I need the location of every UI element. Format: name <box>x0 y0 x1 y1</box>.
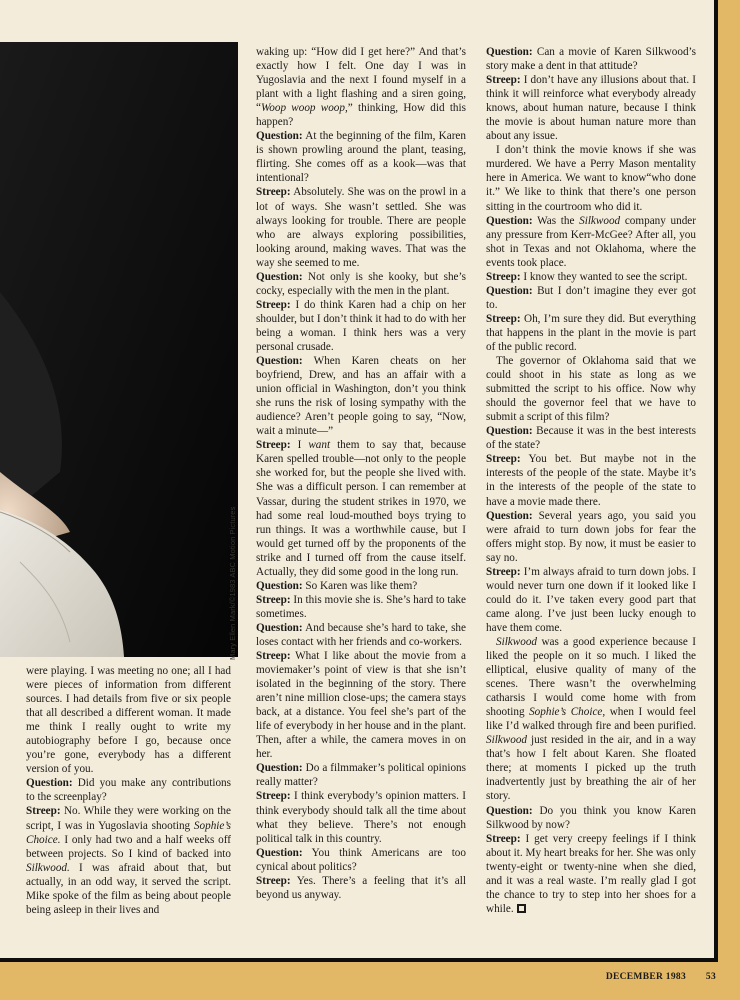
speaker-label: Question: <box>486 214 533 227</box>
paragraph <box>256 874 466 902</box>
speaker-label: Streep: <box>26 805 61 818</box>
paragraph-text: I only had two and a half weeks off between projects. So I kind of backed into <box>26 833 231 860</box>
paragraph-text: waking up: “How did I get here?” And that’s exactly how I felt. One day I was in Yugoslavia and the next I found myself in a plant with a light flashing and a siren going, “ <box>256 46 466 115</box>
paragraph-text: I’m always afraid to turn down jobs. I would never turn one down if it looked like I could do it. I’ve taken every good part that came along. I’ve just been lucky enough to have them come. <box>486 565 696 634</box>
page-footer <box>0 970 740 992</box>
paragraph <box>486 270 696 284</box>
paragraph <box>26 776 231 804</box>
speaker-label: Question: <box>26 777 73 790</box>
paragraph-text: You bet. But maybe not in the interests of the people of the state. Maybe it’s in the interests of the people of the state to have a movie made there. <box>486 453 696 508</box>
paragraph-text: Not only is she kooky, but she’s cocky, especially with the men in the plant. <box>256 270 466 297</box>
paragraph-text: just resided in the air, and in a way that’s how I felt about Karen. She floated there; at moments I picked up the truth inadvertently just by breathing the air of her story. <box>486 734 696 803</box>
italic-text: Sophie’s Choice, <box>529 706 606 719</box>
paragraph <box>256 621 466 649</box>
text-column-1 <box>26 664 231 917</box>
speaker-label: Streep: <box>486 74 521 87</box>
paragraph <box>256 438 466 578</box>
speaker-label: Question: <box>256 621 303 634</box>
paragraph <box>26 804 231 916</box>
paragraph-text: Oh, I’m sure they did. But everything that happens in the plant in the movie is part of the public record. <box>486 312 696 353</box>
text-column-2 <box>256 45 466 902</box>
paragraph-text: I don’t think the movie knows if she was murdered. We have a Perry Mason mentality here in America. We want to know“who done it.” We like to think that there’s one person sitting in the courtroom who did it. <box>486 144 696 213</box>
paragraph-text: I <box>290 439 309 452</box>
speaker-label: Question: <box>486 425 533 438</box>
paragraph <box>256 185 466 269</box>
paragraph-text: Was the <box>532 214 580 227</box>
italic-text: Silkwood <box>579 214 621 227</box>
paragraph <box>26 664 231 776</box>
paragraph-text: Can a movie of Karen Silkwood’s story make a dent in that attitude? <box>486 46 696 73</box>
paragraph <box>256 45 466 129</box>
speaker-label: Streep: <box>486 270 521 283</box>
paragraph <box>486 45 696 73</box>
paragraph-text: When Karen cheats on her boyfriend, Drew, and has an affair with a union official in Washington, don’t you think she runs the risk of losing sympathy with the audience? Aren’t people going to say, “Now, wait a minute—” <box>256 355 466 438</box>
photo-credit: Mary Ellen Mark/©1983 ABC Motion Pictures <box>228 506 237 660</box>
paragraph <box>256 846 466 874</box>
paragraph-text: I do think Karen had a chip on her shoulder, but I don’t think it had to do with her being a woman. I think hers was a very personal crusade. <box>256 298 466 353</box>
italic-title: Silkwood <box>486 734 528 747</box>
paragraph-text: Several years ago, you said you were afraid to turn down jobs for fear the offers might stop. By now, it must be easier to say no. <box>486 509 696 564</box>
speaker-label: Streep: <box>256 650 291 663</box>
paragraph-text: I don’t have any illusions about that. I think it will reinforce what everybody already knows, about human nature, because I think the movie is about human nature more than about any issue. <box>486 74 696 143</box>
paragraph <box>486 214 696 270</box>
italic-text: Sophie’s Choice. <box>26 819 231 846</box>
speaker-label: Question: <box>486 284 533 297</box>
italic-text: want <box>308 439 331 452</box>
paragraph-text: I get very creepy feelings if I think about it. My heart breaks for her. She was only twenty-eight or twenty-nine when she died, and it was a real waste. I’m really glad I got the chance to try to step into her shoes for a while. <box>486 832 696 915</box>
speaker-label: Question: <box>256 762 303 775</box>
paragraph <box>486 354 696 424</box>
speaker-label: Streep: <box>256 874 291 887</box>
paragraph <box>486 73 696 143</box>
italic-title: Silkwood <box>496 635 538 648</box>
paragraph <box>256 761 466 789</box>
portrait-illustration <box>0 42 238 657</box>
speaker-label: Streep: <box>256 790 291 803</box>
italic-text: Woop woop woop, <box>260 102 348 115</box>
paragraph-text: I know they wanted to see the script. <box>520 270 688 283</box>
page-number: 53 <box>705 972 716 982</box>
paragraph <box>256 593 466 621</box>
paragraph-text: Because it was in the best interests of the state? <box>486 425 696 452</box>
speaker-label: Streep: <box>256 298 291 311</box>
speaker-label: Question: <box>256 270 303 283</box>
paragraph-text: I was afraid about that, but actually, in an odd way, it served the script. Mike spoke of the film as being about people being asleep in their lives and <box>26 861 231 916</box>
paragraph-text: You think Americans are too cynical about politics? <box>256 846 466 873</box>
paragraph <box>486 143 696 213</box>
paragraph-text: Do you think you know Karen Silkwood by now? <box>486 804 696 831</box>
paragraph-text: So Karen was like them? <box>302 579 418 592</box>
paragraph-text: But I don’t imagine they ever got to. <box>486 284 696 311</box>
speaker-label: Question: <box>256 130 303 143</box>
paragraph-text: And because she’s hard to take, she loses contact with her friends and co-workers. <box>256 621 466 648</box>
issue-date: DECEMBER 1983 <box>605 972 686 982</box>
paragraph-text: ” thinking, How did this happen? <box>256 102 466 129</box>
speaker-label: Question: <box>256 579 303 592</box>
speaker-label: Streep: <box>486 832 521 845</box>
paragraph-text: was a good experience because I liked the people on it so much. I liked the elliptical, elusive quality of many of the scenes. There wasn’t the overwhelming catharsis I would come home with from shooting <box>486 635 696 719</box>
speaker-label: Streep: <box>256 439 291 452</box>
speaker-label: Question: <box>256 846 303 859</box>
paragraph <box>486 832 696 916</box>
paragraph <box>486 635 696 804</box>
paragraph <box>256 354 466 438</box>
paragraph-text: Did you make any contributions to the screenplay? <box>26 777 231 804</box>
paragraph <box>486 804 696 832</box>
speaker-label: Question: <box>486 804 533 817</box>
paragraph-text: What I like about the movie from a moviemaker’s point of view is that she isn’t isolated in the beginning of the story. There aren’t nine million close-ups; the camera stays back, at a distance. You feel she’s part of the life of everybody in her house and in the plant. Then, after a while, the camera moves in on her. <box>256 650 466 761</box>
speaker-label: Streep: <box>486 565 521 578</box>
speaker-label: Question: <box>486 46 533 58</box>
speaker-label: Streep: <box>256 593 291 606</box>
paragraph <box>256 789 466 845</box>
paragraph-text: when I would feel like I’d walked through fire and been purified. <box>486 706 696 733</box>
paragraph-text: were playing. I was meeting no one; all I had were pieces of information from different sources. I had details from five or six people that all described a different woman. It made me think I really ought to write my autobiography before I go, because once you’re gone, everybody has a different version of you. <box>26 665 231 776</box>
end-of-article-mark <box>517 904 526 913</box>
paragraph-text: company under any pressure from Kerr-McGee? After all, you shot in Texas and not Oklahoma, where the events took place. <box>486 214 696 269</box>
speaker-label: Question: <box>256 355 303 368</box>
speaker-label: Question: <box>486 509 533 522</box>
paragraph-text: Yes. There’s a feeling that it’s all beyond us anyway. <box>256 874 466 901</box>
paragraph-text: them to say that, because Karen spelled trouble—not only to the people she worked for, but the people she lived with. She was a difficult person. I can remember at Vassar, during the student strikes in 1970, we had some real loud-mouthed boys trying to run things. It was a worthwhile cause, but I would get turned off by the proponents of the strike and I turned off from the cause itself. Actually, they did some good in the long run. <box>256 439 466 578</box>
paragraph <box>256 270 466 298</box>
portrait-photo <box>0 42 238 657</box>
paragraph-text: No. While they were working on the script, I was in Yugoslavia shooting <box>26 805 231 832</box>
paragraph <box>256 129 466 185</box>
paragraph <box>486 284 696 312</box>
paragraph <box>256 649 466 761</box>
speaker-label: Streep: <box>256 186 291 199</box>
paragraph <box>486 424 696 452</box>
paragraph <box>486 312 696 354</box>
paragraph <box>486 452 696 508</box>
paragraph-text: Absolutely. She was on the prowl in a lot of ways. She wasn’t settled. She was always looking for trouble. There are people who are always exploring possibilities, looking around, making waves. That was the way she seemed to me. <box>256 186 466 269</box>
paragraph <box>486 509 696 565</box>
paragraph-text: In this movie she is. She’s hard to take sometimes. <box>256 593 466 620</box>
paragraph <box>486 565 696 635</box>
paragraph-text: I think everybody’s opinion matters. I think everybody should talk all the time about what they believe. There’s not enough political talk in this country. <box>256 790 466 845</box>
text-column-3 <box>486 45 696 916</box>
paragraph <box>256 298 466 354</box>
paragraph <box>256 579 466 593</box>
italic-title: Silkwood. <box>26 861 70 874</box>
speaker-label: Streep: <box>486 312 521 325</box>
paragraph-text: The governor of Oklahoma said that we could shoot in his state as long as we submitted the script to his office. Now why should the governor feel that we have to submit a script of this film? <box>486 355 696 424</box>
speaker-label: Streep: <box>486 453 521 466</box>
paragraph-text: At the beginning of the film, Karen is shown prowling around the plant, teasing, flirting. She comes off as a kook—was that intentional? <box>256 130 466 185</box>
paragraph-text: Do a filmmaker’s political opinions really matter? <box>256 762 466 789</box>
